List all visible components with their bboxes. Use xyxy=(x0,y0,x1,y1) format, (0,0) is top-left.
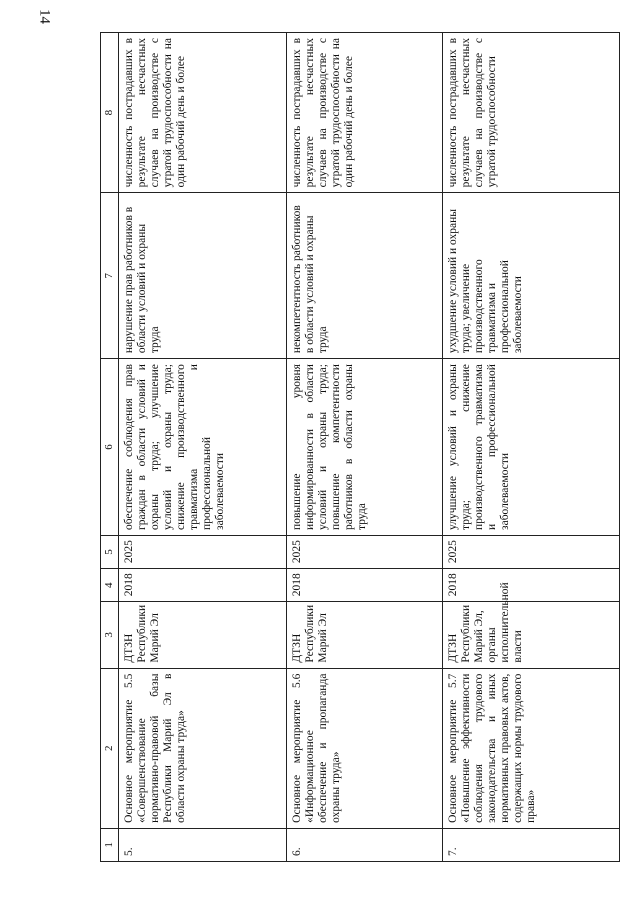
table-row xyxy=(119,33,287,862)
start-year-cell: 2018 xyxy=(287,569,443,602)
start-year-cell: 2018 xyxy=(443,569,620,602)
row-number: 6. xyxy=(287,828,443,861)
measures-table xyxy=(100,32,620,862)
table-container xyxy=(100,32,620,862)
table-row xyxy=(287,33,443,862)
header-cell-3: 3 xyxy=(101,602,119,668)
header-row xyxy=(101,33,119,862)
header-cell-7: 7 xyxy=(101,193,119,359)
header-cell-2: 2 xyxy=(101,668,119,828)
result-cell: улучшение условий и охраны труда; снижение производственного травматизма и профессиональной заболеваемости xyxy=(443,359,620,536)
indicator-cell: численность пострадавших в результате несчастных случаев на производстве с утратой трудоспособности на один рабочий день и более xyxy=(119,33,287,193)
header-cell-1: 1 xyxy=(101,828,119,861)
indicator-cell: численность пострадавших в результате несчастных случаев на производстве с утратой трудоспособности xyxy=(443,33,620,193)
measure-cell: Основное мероприятие 5.7 «Повышение эффективности соблюдения трудового законодательства и иных нормативных правовых актов, содержащих нормы трудового права» xyxy=(443,668,620,828)
result-cell: обеспечение соблюдения прав граждан в области условий и охраны труда; улучшение условий и охраны труда; снижение производственного травматизма и профессиональной заболеваемости xyxy=(119,359,287,536)
end-year-cell: 2025 xyxy=(119,535,287,568)
table-row xyxy=(443,33,620,862)
row-number: 5. xyxy=(119,828,287,861)
page-number: 14 xyxy=(36,9,53,24)
consequence-cell: нарушение прав работников в области условий и охраны труда xyxy=(119,193,287,359)
measure-cell: Основное мероприятие 5.6 «Информационное обеспечение и пропаганда охраны труда» xyxy=(287,668,443,828)
header-cell-4: 4 xyxy=(101,569,119,602)
measure-cell: Основное мероприятие 5.5 «Совершенствование нормативно-правовой базы Республики Марий Эл в области охраны труда» xyxy=(119,668,287,828)
header-cell-6: 6 xyxy=(101,359,119,536)
indicator-cell: численность пострадавших в результате несчастных случаев на производстве с утратой трудоспособности на один рабочий день и более xyxy=(287,33,443,193)
end-year-cell: 2025 xyxy=(287,535,443,568)
rotated-table-area xyxy=(100,32,620,862)
executor-cell: ДТЗН Республики Марий Эл xyxy=(119,602,287,668)
end-year-cell: 2025 xyxy=(443,535,620,568)
consequence-cell: некомпетентность работников в области условий и охраны труда xyxy=(287,193,443,359)
header-cell-8: 8 xyxy=(101,33,119,193)
executor-cell: ДТЗН Республики Марий Эл, органы исполнительной власти xyxy=(443,602,620,668)
executor-cell: ДТЗН Республики Марий Эл xyxy=(287,602,443,668)
header-cell-5: 5 xyxy=(101,535,119,568)
start-year-cell: 2018 xyxy=(119,569,287,602)
row-number: 7. xyxy=(443,828,620,861)
result-cell: повышение уровня информированности в области условий и охраны труда; повышение компетентности работников в области охраны труда xyxy=(287,359,443,536)
consequence-cell: ухудшение условий и охраны труда; увеличение производственного травматизма и профессиональной заболеваемости xyxy=(443,193,620,359)
